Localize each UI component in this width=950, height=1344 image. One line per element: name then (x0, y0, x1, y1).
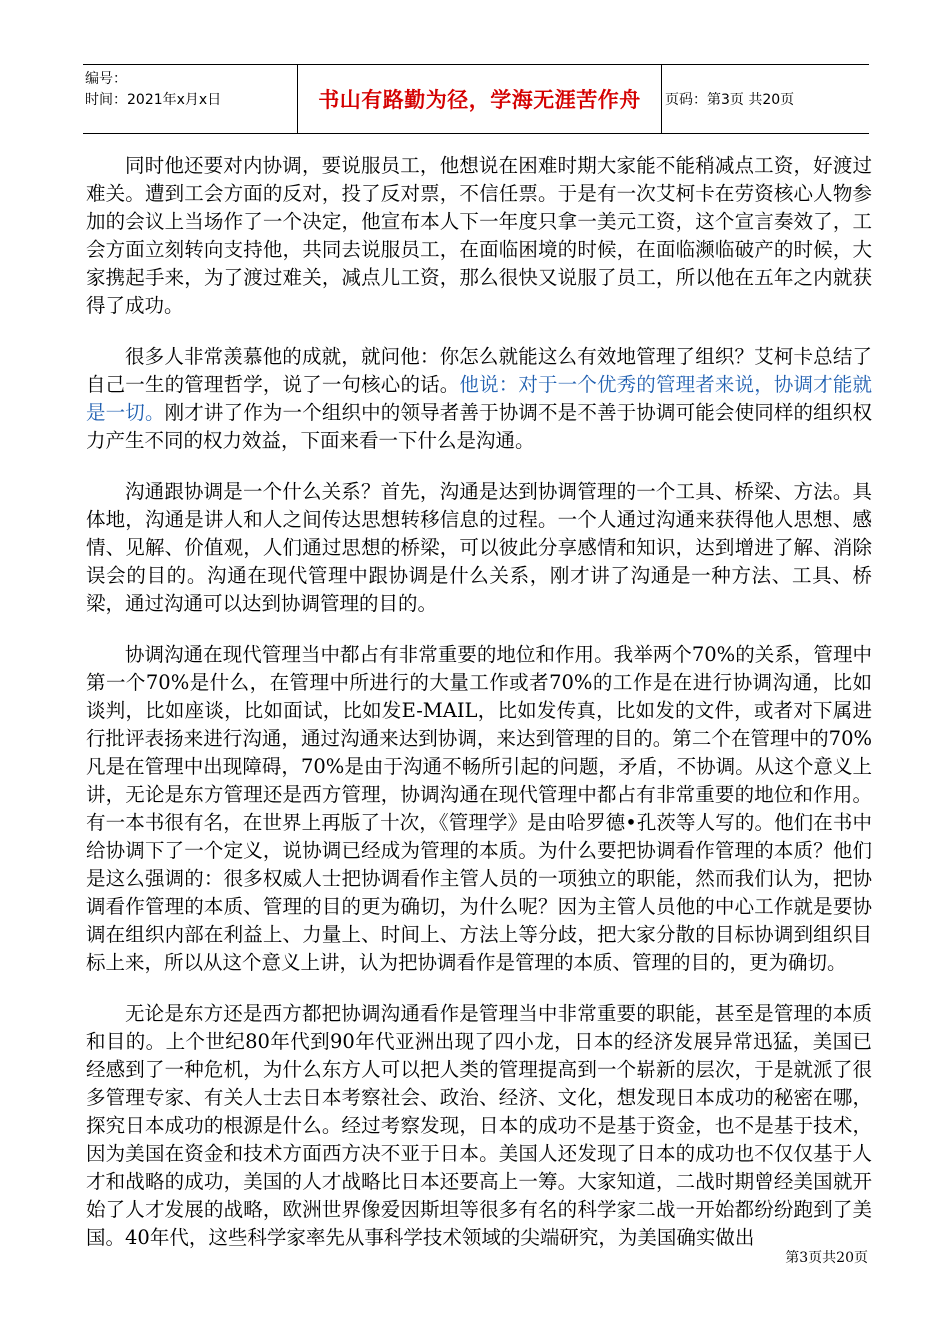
paragraph-2 (86, 343, 872, 455)
paragraph-2-after: 刚才讲了作为一个组织中的领导者善于协调不是不善于协调可能会使同样的组织权力产生不同的权力效益，下面来看一下什么是沟通。 (86, 401, 872, 452)
paragraph-4: 协调沟通在现代管理当中都占有非常重要的地位和作用。我举两个70%的关系，管理中第一个70%是什么，在管理中所进行的大量工作或者70%的工作是在进行协调沟通，比如谈判，比如座谈，比如面试，比如发E-MAIL，比如发传真，比如发的文件，或者对下属进行批评表扬来进行沟通，通过沟通来达到协调，来达到管理的目的。第二个在管理中的70%凡是在管理中出现障碍，70%是由于沟通不畅所引起的问题，矛盾，不协调。从这个意义上讲，无论是东方管理还是西方管理，协调沟通在现代管理中都占有非常重要的地位和作用。有一本书很有名，在世界上再版了十次，《管理学》是由哈罗德•孔茨等人写的。他们在书中给协调下了一个定义，说协调已经成为管理的本质。为什么要把协调看作管理的本质？他们是这么强调的：很多权威人士把协调看作主管人员的一项独立的职能，然而我们认为，把协调看作管理的本质、管理的目的更为确切，为什么呢？因为主管人员他的中心工作就是要协调在组织内部在利益上、力量上、时间上、方法上等分歧，把大家分散的目标协调到组织目标上来，所以从这个意义上讲，认为把协调看作是管理的本质、管理的目的，更为确切。 (86, 643, 872, 974)
paragraph-2-before: 很多人非常羡慕他的成就，就问他：你怎么就能这么有效地管理了组织？艾柯卡总结了自己一生的管理哲学，说了一句核心的话。 (86, 345, 872, 396)
page-header (83, 64, 869, 134)
document-body (86, 152, 872, 1275)
paragraph-3: 沟通跟协调是一个什么关系？首先，沟通是达到协调管理的一个工具、桥梁、方法。具体地，沟通是讲人和人之间传达思想转移信息的过程。一个人通过沟通来获得他人思想、感情、见解、价值观，人们通过思想的桥梁，可以彼此分享感情和知识，达到增进了解、消除误会的目的。沟通在现代管理中跟协调是什么关系，刚才讲了沟通是一种方法、工具、桥梁，通过沟通可以达到协调管理的目的。 (86, 480, 872, 615)
header-meta (83, 65, 298, 133)
paragraph-1: 同时他还要对内协调，要说服员工，他想说在困难时期大家能不能稍减点工资，好渡过难关。遭到工会方面的反对，投了反对票，不信任票。于是有一次艾柯卡在劳资核心人物参加的会议上当场作了一个决定，他宣布本人下一年度只拿一美元工资，这个宣言奏效了，工会方面立刻转向支持他，共同去说服员工，在面临困境的时候，在面临濒临破产的时候，大家携起手来，为了渡过难关，减点儿工资，那么很快又说服了员工，所以他在五年之内就获得了成功。 (86, 154, 872, 317)
document-date: 时间：2021年x月x日 (85, 92, 222, 108)
header-motto: 书山有路勤为径，学海无涯苦作舟 (298, 65, 662, 133)
page-footer: 第3页共20页 (785, 1250, 868, 1266)
paragraph-2-highlight: 他说：对于一个优秀的管理者来说，协调才能就是一切。 (86, 373, 872, 424)
document-number-label: 编号： (85, 71, 127, 87)
header-page-info: 页码：第3页 共20页 (665, 92, 795, 108)
paragraph-5: 无论是东方还是西方都把协调沟通看作是管理当中非常重要的职能，甚至是管理的本质和目的。上个世纪80年代到90年代亚洲出现了四小龙，日本的经济发展异常迅猛，美国已经感到了一种危机，为什么东方人可以把人类的管理提高到一个崭新的层次，于是就派了很多管理专家、有关人士去日本考察社会、政治、经济、文化，想发现日本成功的秘密在哪，探究日本成功的根源是什么。经过考察发现，日本的成功不是基于资金，也不是基于技术，因为美国在资金和技术方面西方决不亚于日本。美国人还发现了日本的成功也不仅仅基于人才和战略的成功，美国的人才战略比日本还要高上一筹。大家知道，二战时期曾经美国就开始了人才发展的战略，欧洲世界像爱因斯坦等很多有名的科学家二战一开始都纷纷跑到了美国。40年代，这些科学家率先从事科学技术领域的尖端研究，为美国确实做出 (86, 1002, 872, 1249)
